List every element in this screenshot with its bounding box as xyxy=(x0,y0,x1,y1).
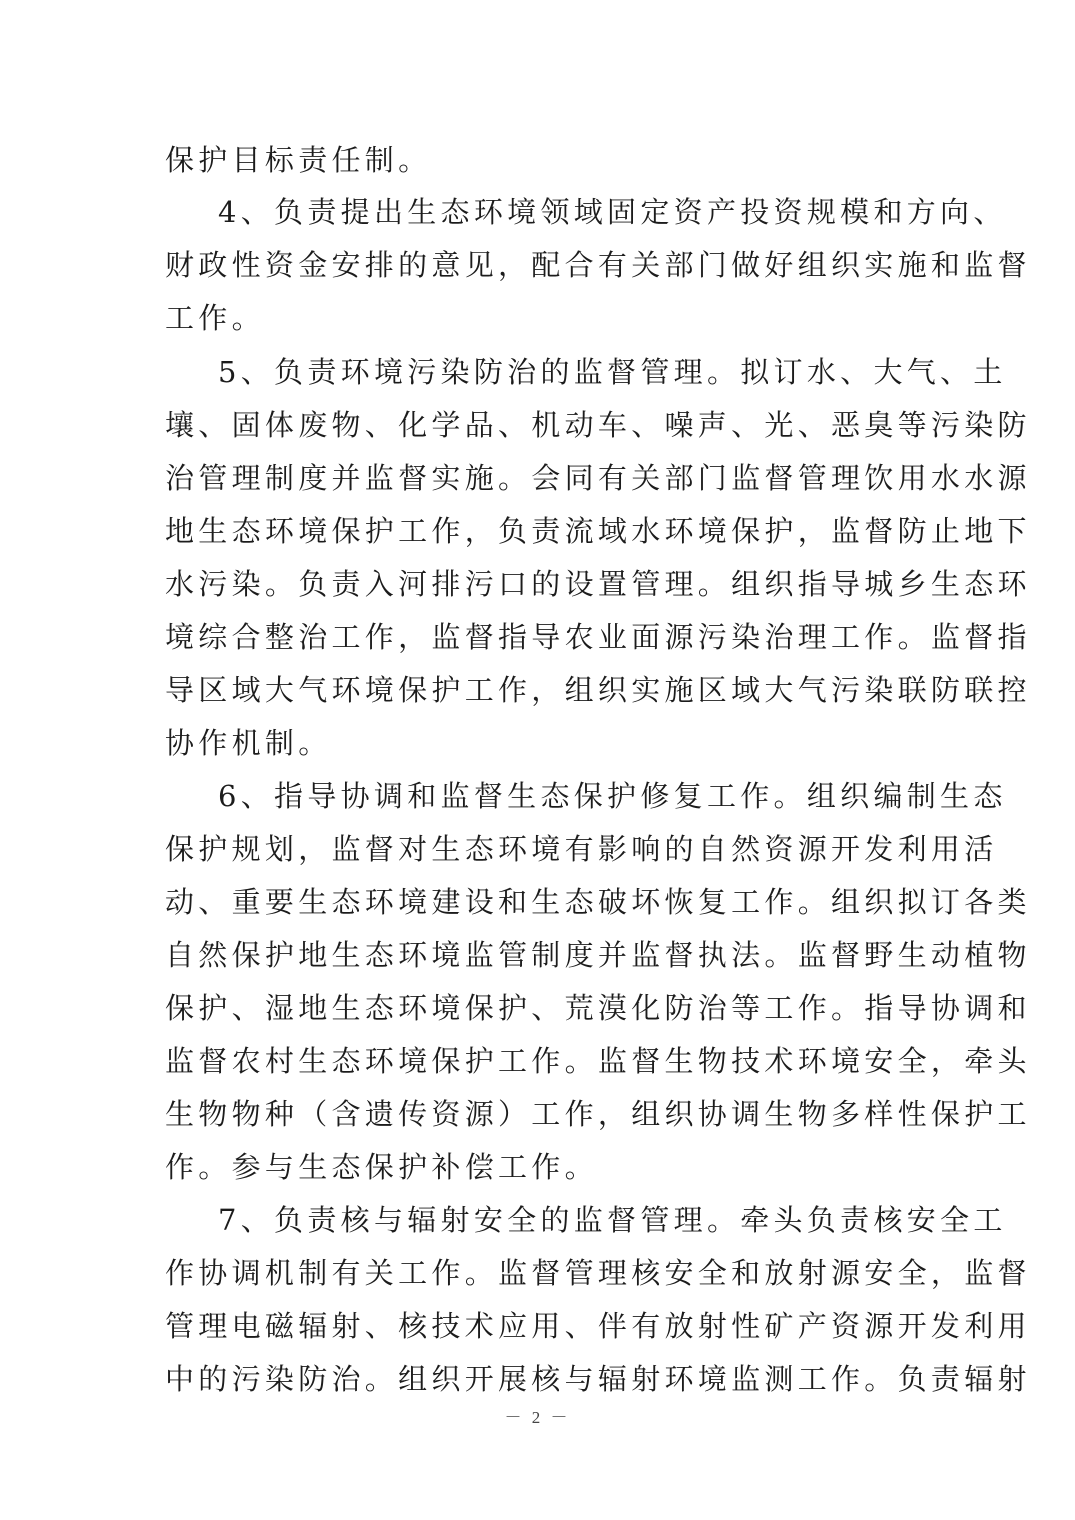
text-line: 自然保护地生态环境监管制度并监督执法。监督野生动植物 xyxy=(165,938,1031,972)
text-line: 中的污染防治。组织开展核与辐射环境监测工作。负责辐射 xyxy=(165,1362,1031,1396)
page-number: － 2 － xyxy=(504,1408,571,1427)
text-line: 管理电磁辐射、核技术应用、伴有放射性矿产资源开发利用 xyxy=(165,1309,1031,1343)
text-line: 保护目标责任制。 xyxy=(165,143,432,177)
paragraph-first-line: 4、负责提出生态环境领域固定资产投资规模和方向、 xyxy=(218,195,1007,229)
text-line: 导区域大气环境保护工作，组织实施区域大气污染联防联控 xyxy=(165,673,1031,707)
text-line: 作。参与生态保护补偿工作。 xyxy=(165,1150,598,1184)
text-line: 境综合整治工作，监督指导农业面源污染治理工作。监督指 xyxy=(165,620,1031,654)
text-line: 治管理制度并监督实施。会同有关部门监督管理饮用水水源 xyxy=(165,461,1031,495)
paragraph-first-line: 7、负责核与辐射安全的监督管理。牵头负责核安全工 xyxy=(218,1203,1007,1237)
text-line: 动、重要生态环境建设和生态破坏恢复工作。组织拟订各类 xyxy=(165,885,1031,919)
text-line: 地生态环境保护工作，负责流域水环境保护，监督防止地下 xyxy=(165,514,1031,548)
paragraph-first-line: 5、负责环境污染防治的监督管理。拟订水、大气、土 xyxy=(218,355,1007,389)
text-line: 保护规划，监督对生态环境有影响的自然资源开发利用活 xyxy=(165,832,998,866)
text-line: 财政性资金安排的意见，配合有关部门做好组织实施和监督 xyxy=(165,248,1031,282)
text-line: 作协调机制有关工作。监督管理核安全和放射源安全，监督 xyxy=(165,1256,1031,1290)
text-line: 工作。 xyxy=(165,301,265,335)
paragraph-first-line: 6、指导协调和监督生态保护修复工作。组织编制生态 xyxy=(218,779,1007,813)
text-line: 壤、固体废物、化学品、机动车、噪声、光、恶臭等污染防 xyxy=(165,408,1031,442)
text-line: 协作机制。 xyxy=(165,726,332,760)
text-line: 水污染。负责入河排污口的设置管理。组织指导城乡生态环 xyxy=(165,567,1031,601)
text-line: 保护、湿地生态环境保护、荒漠化防治等工作。指导协调和 xyxy=(165,991,1031,1025)
text-line: 生物物种（含遗传资源）工作，组织协调生物多样性保护工 xyxy=(165,1097,1031,1131)
text-line: 监督农村生态环境保护工作。监督生物技术环境安全，牵头 xyxy=(165,1044,1031,1078)
